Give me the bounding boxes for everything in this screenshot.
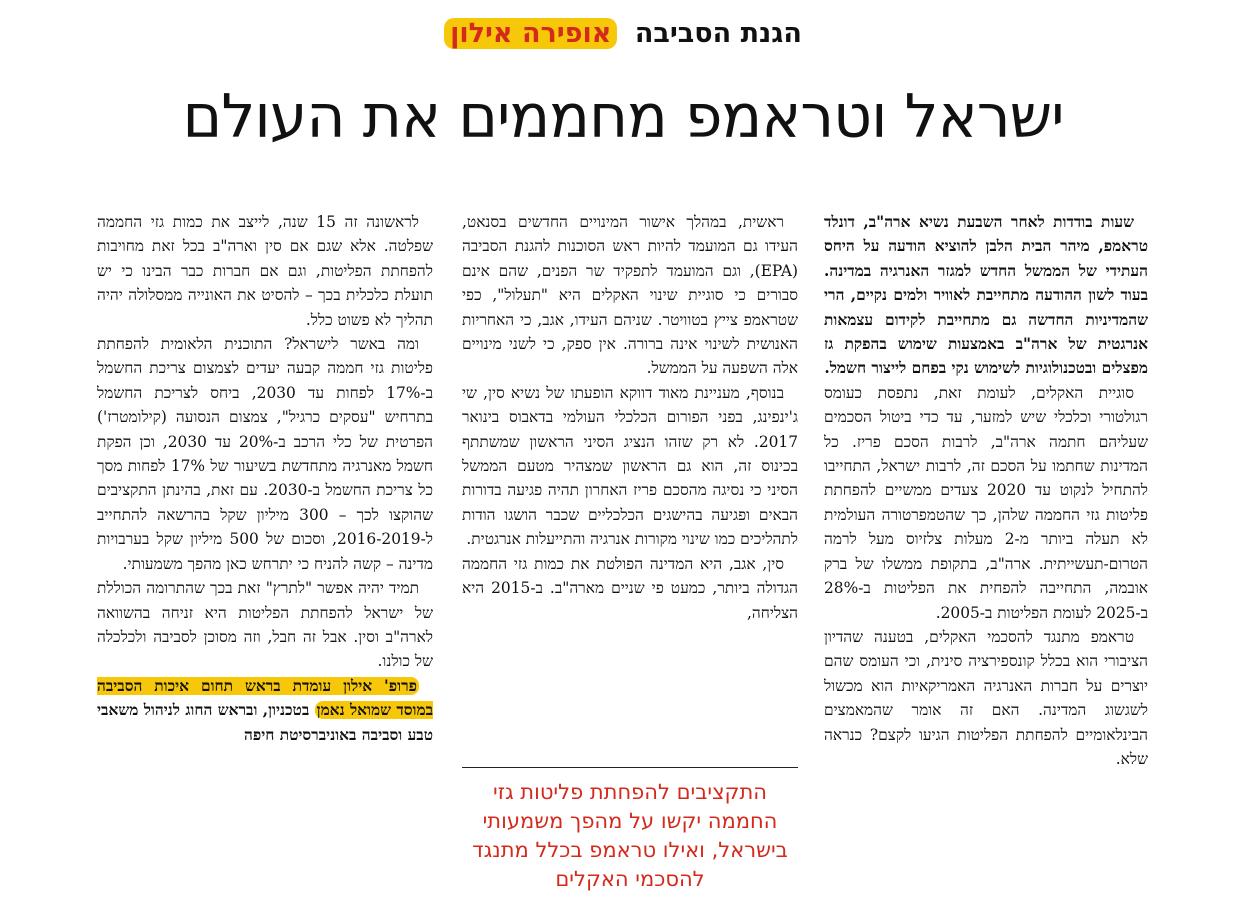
author-bio-highlight: פרופ' אילון עומדת בראש תחום איכות הסביבה במוסד שמואל נאמן <box>97 676 433 720</box>
pull-quote: התקציבים להפחתת פליטות גזי החממה יקשו על מהפך משמעותי בישראל, ואילו טראמפ בכלל מתנגד להסכמי האקלים <box>472 780 788 891</box>
article-kicker <box>0 18 1246 49</box>
paragraph: סוגיית האקלים, לעומת זאת, נתפסת כעומס רגולטורי וכלכלי שיש למזער, עד כדי ביטול הסכמים שעליהם חתמה ארה"ב, לרבות הסכם פריז. כל המדינות שחתמו על הסכם זה, לרבות ישראל, התחייבו להתחיל לנקוט עד 2020 צעדים ממשיים להפחתת פליטות גזי החממה שלהן, כך שהטמפרטורה העולמית לא תעלה ביותר מ-2 מעלות צלזיוס מעל לרמה הטרום-תעשייתית. ארה"ב, בתקופת ממשלו של ברק אובמה, התחייבה להפחית את הפליטות ב-28% ב-2025 לעומת הפליטות ב-2005. <box>824 383 1148 622</box>
section-topic: הגנת הסביבה <box>634 18 802 49</box>
article-headline: ישראל וטראמפ מחממים את העולם <box>182 82 1064 152</box>
column-left <box>97 210 433 900</box>
paragraph: לראשונה זה 15 שנה, לייצב את כמות גזי החממה שפלטה. אלא שגם אם סין וארה"ב בכל זאת מחויבות להפחתת הפליטות, וגם אם חברות כבר הבינו כי יש תועלת כלכלית בכך – להסיט את האונייה ממסלולה יהיה תהליך לא פשוט כלל. <box>97 213 433 329</box>
paragraph: תמיד יהיה אפשר "לתרץ" זאת בכך שהתרומה הכוללת של ישראל להפחתת הפליטות היא זניחה בהשוואה לארה"ב וסין. אבל זה חבל, וזה מסוכן לסביבה ולכלכלה של כולנו. <box>97 579 433 671</box>
author-highlight <box>444 18 617 49</box>
paragraph: ומה באשר לישראל? התוכנית הלאומית להפחתת פליטות גזי חממה קבעה יעדים לצמצום צריכת החשמל ב-17% לפחות עד 2030, ביחס לצריכת החשמל בתרחיש "עסקים כרגיל", צמצום הנסועה (קילומטרז') הפרטית של כלי הרכב ב-20% עד 2030, וכן הפקת חשמל מאנרגיה מתחדשת בשיעור של 17% לפחות מסך כל צריכת החשמל ב-2030. עם זאת, בהינתן התקציבים שהוקצו לכך – 300 מיליון שקל בהרשאה להתחייב ל-2016-2019, וסכום של 500 מיליון שקל בערבויות מדינה – קשה להניח כי יתרחש כאן מהפך משמעותי. <box>97 335 433 573</box>
author-name: אופירה אילון <box>450 18 612 49</box>
paragraph: בנוסף, מעניינת מאוד דווקא הופעתו של נשיא סין, שי ג'ינפינג, בפני הפורום הכלכלי העולמי בדאבוס בינואר 2017. לא רק שזהו הנציג הסיני הראשון שמשתתף בכינוס זה, הוא גם הראשון שמצהיר מטעם הממשל הסיני כי נסיגה מהסכם פריז האחרון תהיה פגיעה בדורות הבאים ופגיעה בהישגים הכלכליים שכבר הושגו הודות לתהליכים כמו שינוי מקורות אנרגיה והתייעלות אנרגטית. <box>462 383 798 549</box>
column-right <box>824 210 1148 900</box>
author-bio <box>97 674 433 747</box>
paragraph: טראמפ מתנגד להסכמי האקלים, בטענה שהדיון הציבורי הוא בכלל קונספירציה סינית, וכי העומס שהם יוצרים על חברות האנרגיה האמריקאיות הוא מכשול לשגשוג המדינה. האם זה אומר שהמאמצים הבינלאומיים להפחתת הפליטות הגיעו לקצם? כנראה שלא. <box>824 627 1148 768</box>
column-middle <box>462 210 798 750</box>
author-bio-rest: בטכניון, ובראש החוג לניהול משאבי טבע וסביבה באוניברסיטת חיפה <box>97 701 433 744</box>
pull-quote-divider <box>462 767 798 768</box>
paragraph: סין, אגב, היא המדינה הפולטת את כמות גזי החממה הגדולה ביותר, כמעט פי שניים מארה"ב. ב-2015 היא הצליחה, <box>462 554 798 622</box>
paragraph: ראשית, במהלך אישור המינויים החדשים בסנאט, העידו גם המועמד להיות ראש הסוכנות להגנת הסביבה (EPA), וגם המועמד לתפקיד שר הפנים, שהם אינם סבורים כי סוגיית שינוי האקלים היא "תעלול", כפי שטראמפ צייץ בטוויטר. שניהם העידו, אגב, כי האחריות האנושית לשינוי אינה ברורה. אין ספק, כי לשני מינויים אלה השפעה על הממשל. <box>462 213 798 378</box>
lead-paragraph: שעות בודדות לאחר השבעת נשיא ארה"ב, דונלד טראמפ, מיהר הבית הלבן להוציא הודעה על היחס העתידי של הממשל החדש למגזר האנרגיה במדינה. בעוד לשון ההודעה מתחייבת לאוויר ולמים נקיים, הרי שהמדיניות החדשה גם מתחייבת לקידום עצמאות אנרגטית של ארה"ב באמצעות שימוש בהפקת גז מפצלים ובטכנולוגיות לשימוש נקי בפחם לייצור חשמל. <box>824 213 1148 378</box>
